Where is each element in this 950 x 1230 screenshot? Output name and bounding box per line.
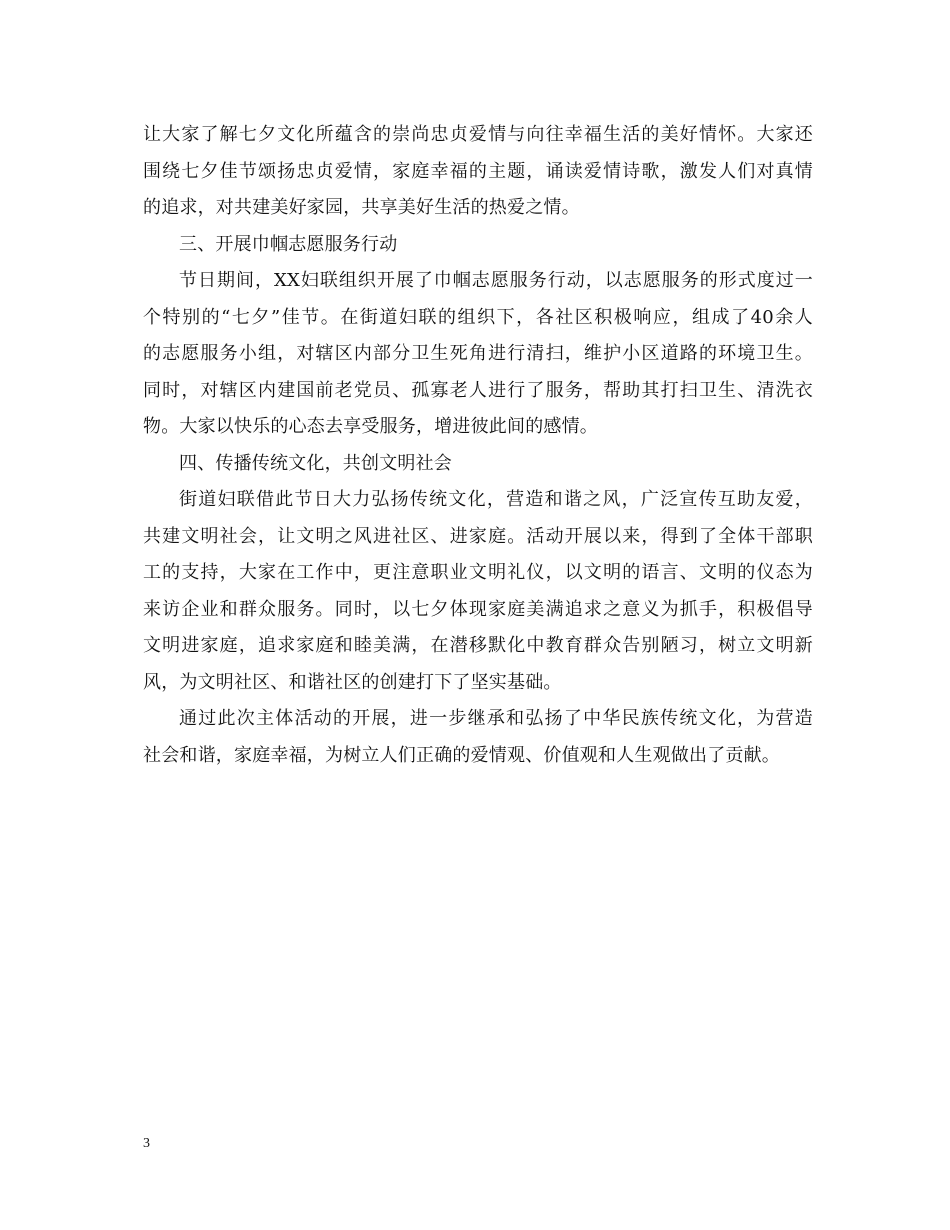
paragraph-line: 共建文明社会，让文明之风进社区、进家庭。活动开展以来，得到了全体干部职 — [143, 525, 813, 547]
paragraph-line: 工的支持，大家在工作中，更注意职业文明礼仪，以文明的语言、文明的仪态为 — [143, 562, 813, 583]
section-heading-4: 四、传播传统文化，共创文明社会 — [179, 452, 452, 474]
section-heading-3: 三、开展巾帼志愿服务行动 — [179, 233, 398, 255]
document-body — [143, 117, 813, 774]
paragraph-line: 的追求，对共建美好家园，共享美好生活的热爱之情。 — [143, 197, 580, 218]
page-number: 3 — [143, 1136, 150, 1151]
paragraph-line: 同时，对辖区内建国前老党员、孤寡老人进行了服务，帮助其打扫卫生、清洗衣 — [143, 379, 813, 401]
paragraph-line: 围绕七夕佳节颂扬忠贞爱情，家庭幸福的主题，诵读爱情诗歌，激发人们对真情 — [143, 160, 813, 182]
paragraph-line: 街道妇联借此节日大力弘扬传统文化，营造和谐之风，广泛宣传互助友爱， — [179, 489, 813, 510]
paragraph-line: 社会和谐，家庭幸福，为树立人们正确的爱情观、价值观和人生观做出了贡献。 — [143, 744, 780, 766]
paragraph-line: 节日期间，XX妇联组织开展了巾帼志愿服务行动，以志愿服务的形式度过一 — [179, 270, 813, 291]
paragraph-line: 来访企业和群众服务。同时，以七夕体现家庭美满追求之意义为抓手，积极倡导 — [143, 598, 813, 620]
paragraph-line: 物。大家以快乐的心态去享受服务，增进彼此间的感情。 — [143, 416, 598, 437]
paragraph-line: 的志愿服务小组，对辖区内部分卫生死角进行清扫，维护小区道路的环境卫生。 — [143, 343, 813, 364]
paragraph-line: 个特别的“七夕”佳节。在街道妇联的组织下，各社区积极响应，组成了40余人 — [143, 306, 813, 328]
paragraph-line: 通过此次主体活动的开展，进一步继承和弘扬了中华民族传统文化，为营造 — [179, 708, 813, 729]
paragraph-line: 文明进家庭，追求家庭和睦美满，在潜移默化中教育群众告别陋习，树立文明新 — [143, 635, 813, 656]
paragraph-line: 风，为文明社区、和谐社区的创建打下了坚实基础。 — [143, 671, 562, 693]
paragraph-line: 让大家了解七夕文化所蕴含的崇尚忠贞爱情与向往幸福生活的美好情怀。大家还 — [143, 124, 813, 145]
